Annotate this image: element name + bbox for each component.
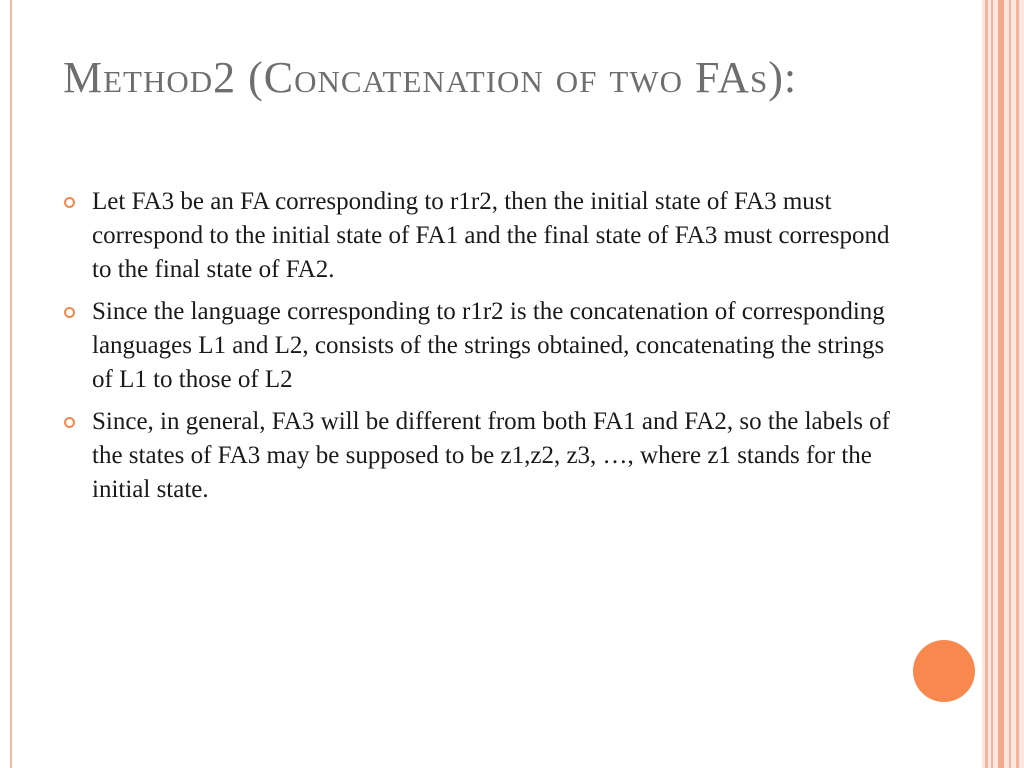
stripe [1009, 0, 1011, 768]
stripe [991, 0, 993, 768]
bullet-item [62, 185, 892, 287]
bullet-list [62, 185, 892, 515]
left-border-line [10, 0, 12, 768]
right-decorative-stripes [982, 0, 1024, 768]
stripe [998, 0, 1004, 768]
hollow-circle-bullet-icon [64, 417, 75, 428]
bullet-item [62, 405, 892, 507]
bullet-text: Since, in general, FA3 will be different from both FA1 and FA2, so the labels of the states of FA3 may be supposed to be z1,z2, z3, …, where z1 stands for the initial state. [92, 408, 890, 503]
bullet-text: Let FA3 be an FA corresponding to r1r2, then the initial state of FA3 must correspond to the initial state of FA1 and the final state of FA3 must correspond to the final state of FA2. [92, 188, 890, 283]
bullet-item [62, 295, 892, 397]
slide-title: Method2 (Concatenation of two FAs): [63, 53, 798, 102]
bullet-text: Since the language corresponding to r1r2 is the concatenation of corresponding languages L1 and L2, consists of the strings obtained, concatenating the strings of L1 to those of L2 [92, 298, 885, 393]
stripe [1016, 0, 1019, 768]
stripe [985, 0, 988, 768]
orange-circle-decoration [913, 640, 975, 702]
hollow-circle-bullet-icon [64, 307, 75, 318]
hollow-circle-bullet-icon [64, 197, 75, 208]
